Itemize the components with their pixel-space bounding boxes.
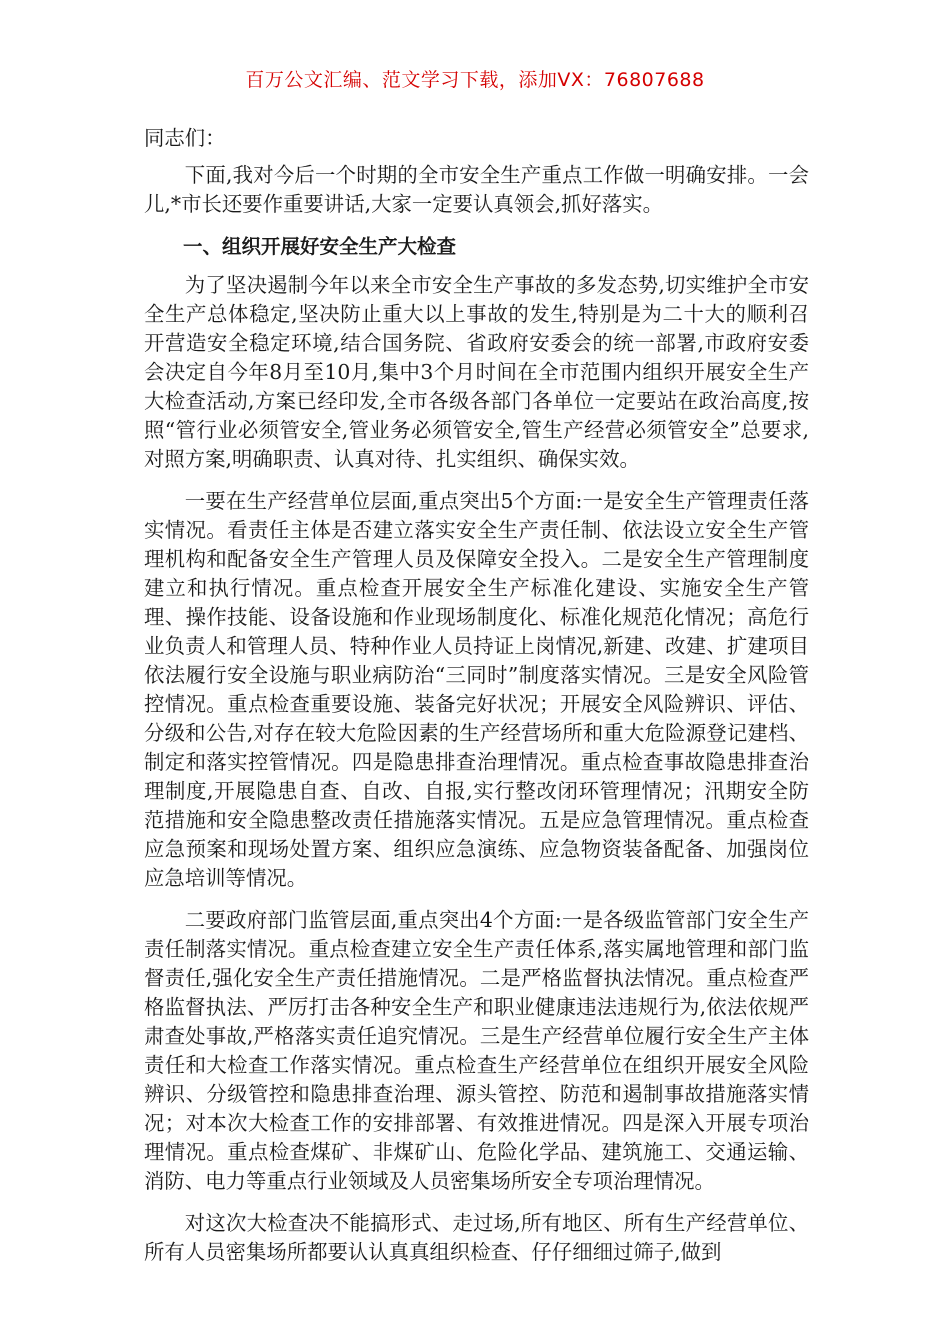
- paragraph-background: 为了坚决遏制今年以来全市安全生产事故的多发态势,切实维护全市安全生产总体稳定,坚决防止重大以上事故的发生,特别是为二十大的顺利召开营造安全稳定环境,结合国务院、省政府安委会的统一部署,市政府安委会决定自今年8月至10月,集中3个月时间在全市范围内组织开展安全生产大检查活动,方案已经印发,全市各级各部门各单位一定要站在政治高度,按照“管行业必须管安全,管业务必须管安全,管生产经营必须管安全”总要求,对照方案,明确职责、认真对待、扎实组织、确保实效。: [144, 273, 809, 471]
- paragraph-enterprise-level: 一要在生产经营单位层面,重点突出5个方面:一是安全生产管理责任落实情况。看责任主体是否建立落实安全生产责任制、依法设立安全生产管理机构和配备安全生产管理人员及保障安全投入。二是安全生产管理制度建立和执行情况。重点检查开展安全生产标准化建设、实施安全生产管理、操作技能、设备设施和作业现场制度化、标准化规范化情况；高危行业负责人和管理人员、特种作业人员持证上岗情况,新建、改建、扩建项目依法履行安全设施与职业病防治“三同时”制度落实情况。三是安全风险管控情况。重点检查重要设施、装备完好状况；开展安全风险辨识、评估、分级和公告,对存在较大危险因素的生产经营场所和重大危险源登记建档、制定和落实控管情况。四是隐患排查治理情况。重点检查事故隐患排查治理制度,开展隐患自查、自改、自报,实行整改闭环管理情况；汛期安全防范措施和安全隐患整改责任措施落实情况。五是应急管理情况。重点检查应急预案和现场处置方案、组织应急演练、应急物资装备配备、加强岗位应急培训等情况。: [144, 489, 809, 890]
- watermark-banner: 百万公文汇编、范文学习下载，添加VX：76807688: [245, 69, 705, 91]
- paragraph-requirements: 对这次大检查决不能搞形式、走过场,所有地区、所有生产经营单位、所有人员密集场所都要认认真真组织检查、仔仔细细过筛子,做到: [144, 1211, 809, 1264]
- section-heading: 一、组织开展好安全生产大检查: [183, 235, 457, 258]
- document-body: [144, 124, 809, 1280]
- intro-paragraph: 下面,我对今后一个时期的全市安全生产重点工作做一明确安排。一会儿,*市长还要作重要讲话,大家一定要认真领会,抓好落实。: [144, 163, 809, 216]
- salutation: 同志们：: [144, 126, 226, 150]
- paragraph-government-level: 二要政府部门监管层面,重点突出4个方面:一是各级监管部门安全生产责任制落实情况。重点检查建立安全生产责任体系,落实属地管理和部门监督责任,强化安全生产责任措施情况。二是严格监督执法情况。重点检查严格监督执法、严厉打击各种安全生产和职业健康违法违规行为,依法依规严肃查处事故,严格落实责任追究情况。三是生产经营单位履行安全生产主体责任和大检查工作落实情况。重点检查生产经营单位在组织开展安全风险辨识、分级管控和隐患排查治理、源头管控、防范和遏制事故措施落实情况；对本次大检查工作的安排部署、有效推进情况。四是深入开展专项治理情况。重点检查煤矿、非煤矿山、危险化学品、建筑施工、交通运输、消防、电力等重点行业领域及人员密集场所安全专项治理情况。: [144, 908, 809, 1193]
